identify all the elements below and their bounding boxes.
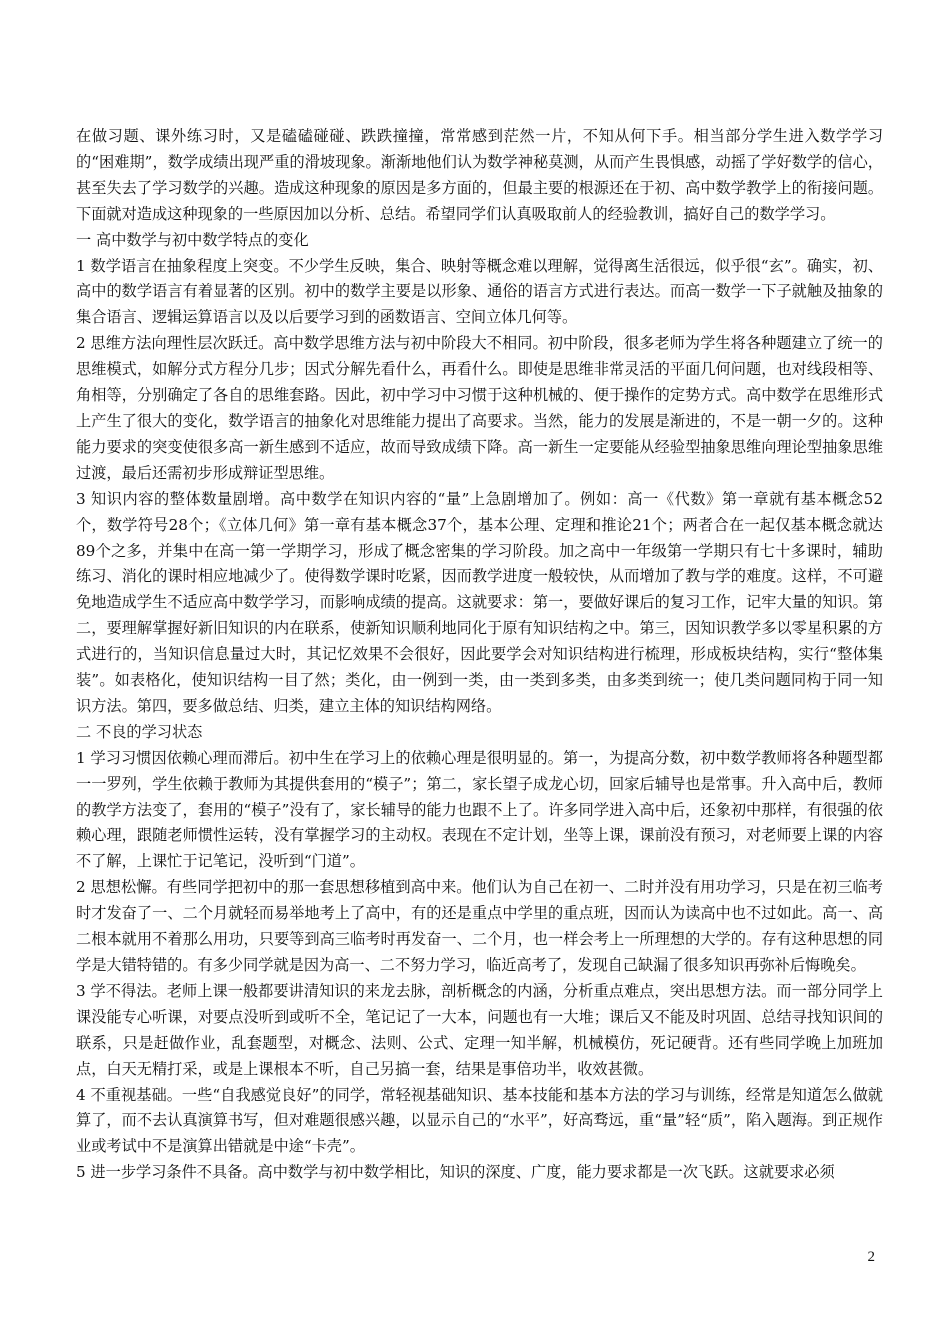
intro-paragraph: 在做习题、课外练习时，又是磕磕碰碰、跌跌撞撞，常常感到茫然一片，不知从何下手。相当部分学生进入数学学习的“困难期”，数学成绩出现严重的滑坡现象。渐渐地他们认为数学神秘莫测，从而产生畏惧感，动摇了学好数学的信心，甚至失去了学习数学的兴趣。造成这种现象的原因是多方面的，但最主要的根源还在于初、高中数学教学上的衔接问题。下面就对造成这种现象的一些原因加以分析、总结。希望同学们认真吸取前人的经验教训，搞好自己的数学学习。 (76, 127, 883, 223)
section-heading-2: 二 不良的学习状态 (76, 722, 203, 741)
paragraph-2-1: 1 学习习惯因依赖心理而滞后。初中生在学习上的依赖心理是很明显的。第一，为提高分数，初中数学教师将各种题型都一一罗列，学生依赖于教师为其提供套用的“模子”；第二，家长望子成龙心切，回家后辅导也是常事。升入高中后，教师的教学方法变了，套用的“模子”没有了，家长辅导的能力也跟不上了。许多同学进入高中后，还象初中那样，有很强的依赖心理，跟随老师惯性运转，没有掌握学习的主动权。表现在不定计划，坐等上课，课前没有预习，对老师要上课的内容不了解，上课忙于记笔记，没听到“门道”。 (76, 748, 883, 871)
paragraph-1-3: 3 知识内容的整体数量剧增。高中数学在知识内容的“量”上急剧增加了。例如：高一《代数》第一章就有基本概念52个，数学符号28个；《立体几何》第一章有基本概念37个，基本公理、定理和推论21个；两者合在一起仅基本概念就达89个之多，并集中在高一第一学期学习，形成了概念密集的学习阶段。加之高中一年级第一学期只有七十多课时，辅助练习、消化的课时相应地减少了。使得数学课时吃紧，因而教学进度一般较快，从而增加了教与学的难度。这样，不可避免地造成学生不适应高中数学学习，而影响成绩的提高。这就要求：第一，要做好课后的复习工作，记牢大量的知识。第二，要理解掌握好新旧知识的内在联系，使新知识顺利地同化于原有知识结构之中。第三，因知识教学多以零星积累的方式进行的，当知识信息量过大时，其记忆效果不会很好，因此要学会对知识结构进行梳理，形成板块结构，实行“整体集装”。如表格化，使知识结构一目了然；类化，由一例到一类，由一类到多类，由多类到统一；使几类问题同构于同一知识方法。第四，要多做总结、归类，建立主体的知识结构网络。 (76, 489, 883, 715)
paragraph-2-3: 3 学不得法。老师上课一般都要讲清知识的来龙去脉，剖析概念的内涵，分析重点难点，突出思想方法。而一部分同学上课没能专心听课，对要点没听到或听不全，笔记记了一大本，问题也有一大堆；课后又不能及时巩固、总结寻找知识间的联系，只是赶做作业，乱套题型，对概念、法则、公式、定理一知半解，机械模仿，死记硬背。还有些同学晚上加班加点，白天无精打采，或是上课根本不听，自己另搞一套，结果是事倍功半，收效甚微。 (76, 981, 883, 1078)
section-heading-1: 一 高中数学与初中数学特点的变化 (76, 230, 309, 249)
document-body (76, 124, 883, 1186)
page-number: 2 (867, 1249, 875, 1265)
paragraph-1-1: 1 数学语言在抽象程度上突变。不少学生反映，集合、映射等概念难以理解，觉得离生活很远，似乎很“玄”。确实，初、高中的数学语言有着显著的区别。初中的数学主要是以形象、通俗的语言方式进行表达。而高一数学一下子就触及抽象的集合语言、逻辑运算语言以及以后要学习到的函数语言、空间立体几何等。 (76, 256, 883, 327)
paragraph-1-2: 2 思维方法向理性层次跃迁。高中数学思维方法与初中阶段大不相同。初中阶段，很多老师为学生将各种题建立了统一的思维模式，如解分式方程分几步；因式分解先看什么，再看什么。即使是思维非常灵活的平面几何问题，也对线段相等、角相等，分别确定了各自的思维套路。因此，初中学习中习惯于这种机械的、便于操作的定势方式。高中数学在思维形式上产生了很大的变化，数学语言的抽象化对思维能力提出了高要求。当然，能力的发展是渐进的，不是一朝一夕的。这种能力要求的突变使很多高一新生感到不适应，故而导致成绩下降。高一新生一定要能从经验型抽象思维向理论型抽象思维过渡，最后还需初步形成辩证型思维。 (76, 334, 883, 482)
paragraph-2-4: 4 不重视基础。一些“自我感觉良好”的同学，常轻视基础知识、基本技能和基本方法的学习与训练，经常是知道怎么做就算了，而不去认真演算书写，但对难题很感兴趣，以显示自己的“水平”，好高骛远，重“量”轻“质”，陷入题海。到正规作业或考试中不是演算出错就是中途“卡壳”。 (76, 1085, 883, 1156)
paragraph-2-2: 2 思想松懈。有些同学把初中的那一套思想移植到高中来。他们认为自己在初一、二时并没有用功学习，只是在初三临考时才发奋了一、二个月就轻而易举地考上了高中，有的还是重点中学里的重点班，因而认为读高中也不过如此。高一、高二根本就用不着那么用功，只要等到高三临考时再发奋一、二个月，也一样会考上一所理想的大学的。存有这种思想的同学是大错特错的。有多少同学就是因为高一、二不努力学习，临近高考了，发现自己缺漏了很多知识再弥补后悔晚矣。 (76, 878, 883, 974)
paragraph-2-5: 5 进一步学习条件不具备。高中数学与初中数学相比，知识的深度、广度，能力要求都是一次飞跃。这就要求必须 (76, 1163, 835, 1182)
